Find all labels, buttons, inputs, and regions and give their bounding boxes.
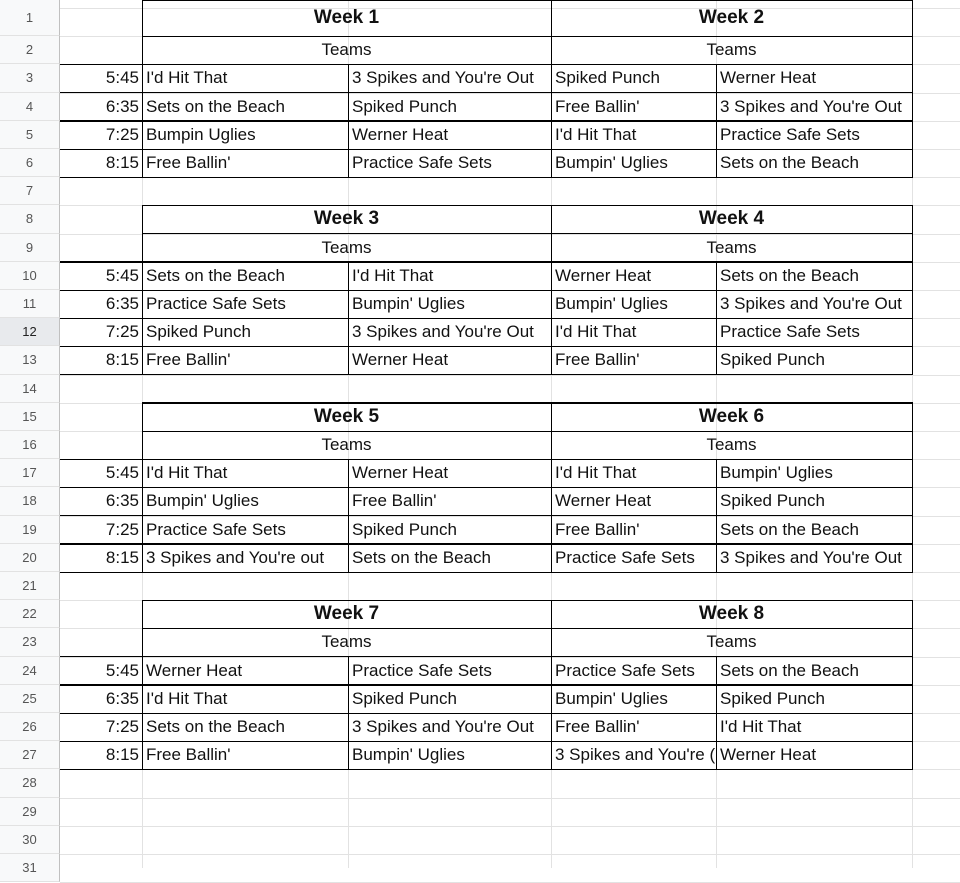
cell-border — [60, 713, 913, 714]
row-header-24[interactable]: 24 — [0, 657, 60, 685]
week-header: Week 5 — [313, 405, 380, 427]
row-header-10[interactable]: 10 — [0, 262, 60, 290]
teams-label: Teams — [706, 435, 757, 455]
team-cell[interactable]: Spiked Punch — [352, 688, 457, 708]
teams-label: Teams — [321, 237, 372, 257]
team-cell[interactable]: Free Ballin' — [146, 350, 231, 370]
team-cell[interactable]: Werner Heat — [146, 660, 243, 680]
team-cell[interactable]: 3 Spikes and You're Out — [352, 322, 534, 342]
team-cell[interactable]: Practice Safe Sets — [555, 547, 695, 567]
time-cell[interactable]: 6:35 — [105, 491, 139, 511]
row-header-28[interactable]: 28 — [0, 769, 60, 797]
team-cell[interactable]: 3 Spikes and You're Out — [720, 547, 902, 567]
team-cell[interactable]: Werner Heat — [555, 265, 652, 285]
row-header-13[interactable]: 13 — [0, 346, 60, 374]
time-cell[interactable]: 7:25 — [105, 519, 139, 539]
team-cell[interactable]: Free Ballin' — [555, 717, 640, 737]
team-cell[interactable]: Free Ballin' — [146, 153, 231, 173]
teams-label: Teams — [706, 632, 757, 652]
time-cell[interactable]: 8:15 — [105, 745, 139, 765]
team-cell[interactable]: Bumpin' Uglies — [555, 688, 668, 708]
cell-border — [60, 656, 913, 657]
team-cell[interactable]: I'd Hit That — [720, 717, 802, 737]
team-cell[interactable]: Sets on the Beach — [146, 96, 285, 116]
team-cell[interactable]: Practice Safe Sets — [720, 124, 860, 144]
row-header-26[interactable]: 26 — [0, 713, 60, 741]
cell-border — [348, 262, 349, 375]
week-header: Week 8 — [698, 603, 765, 625]
cell-border — [60, 120, 913, 121]
week-header: Week 4 — [698, 208, 765, 230]
cell-border — [60, 64, 913, 65]
row-header-18[interactable]: 18 — [0, 487, 60, 515]
team-cell[interactable]: I'd Hit That — [352, 265, 434, 285]
row-header-17[interactable]: 17 — [0, 459, 60, 487]
team-cell[interactable]: Bumpin Uglies — [146, 124, 256, 144]
time-cell[interactable]: 5:45 — [105, 463, 139, 483]
team-cell[interactable]: Practice Safe Sets — [146, 519, 286, 539]
team-cell[interactable]: Sets on the Beach — [146, 717, 285, 737]
cell-border — [142, 600, 143, 769]
row-header-31[interactable]: 31 — [0, 854, 60, 882]
cell-border — [60, 261, 913, 262]
team-cell[interactable]: Werner Heat — [720, 68, 817, 88]
cell-border — [60, 374, 913, 375]
team-cell[interactable]: Spiked Punch — [555, 68, 660, 88]
cell-border — [60, 572, 913, 573]
team-cell[interactable]: Spiked Punch — [146, 322, 251, 342]
time-cell[interactable]: 7:25 — [105, 322, 139, 342]
cell-border — [716, 64, 717, 177]
row-header-15[interactable]: 15 — [0, 403, 60, 431]
team-cell[interactable]: 3 Spikes and You're Out — [352, 68, 534, 88]
team-cell[interactable]: I'd Hit That — [146, 463, 228, 483]
team-cell[interactable]: Bumpin' Uglies — [146, 491, 259, 511]
cell-border — [142, 600, 913, 601]
teams-label: Teams — [321, 40, 372, 60]
time-cell[interactable]: 6:35 — [105, 688, 139, 708]
cell-border — [142, 402, 913, 403]
cell-border — [912, 0, 913, 177]
time-cell[interactable]: 7:25 — [105, 124, 139, 144]
team-cell[interactable]: Practice Safe Sets — [146, 294, 286, 314]
team-cell[interactable]: 3 Spikes and You're Out — [720, 294, 902, 314]
team-cell[interactable]: 3 Spikes and You're Out — [720, 96, 902, 116]
cell-border — [60, 769, 913, 770]
time-cell[interactable]: 8:15 — [105, 547, 139, 567]
team-cell[interactable]: 3 Spikes and You're ( — [555, 745, 716, 765]
team-cell[interactable]: Bumpin' Uglies — [352, 294, 465, 314]
team-cell[interactable]: I'd Hit That — [146, 68, 228, 88]
team-cell[interactable]: Bumpin' Uglies — [555, 153, 668, 173]
team-cell[interactable]: Bumpin' Uglies — [352, 745, 465, 765]
team-cell[interactable]: Practice Safe Sets — [555, 660, 695, 680]
time-cell[interactable]: 8:15 — [105, 153, 139, 173]
cell-border — [912, 205, 913, 374]
team-cell[interactable]: Sets on the Beach — [720, 519, 859, 539]
row-header-2[interactable]: 2 — [0, 36, 60, 64]
row-header-4[interactable]: 4 — [0, 93, 60, 121]
row-header-16[interactable]: 16 — [0, 431, 60, 459]
cell-border — [142, 0, 143, 177]
row-header-30[interactable]: 30 — [0, 826, 60, 854]
cell-border — [142, 205, 143, 374]
week-header: Week 1 — [313, 7, 380, 29]
team-cell[interactable]: Sets on the Beach — [720, 265, 859, 285]
team-cell[interactable]: Werner Heat — [352, 463, 449, 483]
time-cell[interactable]: 5:45 — [105, 68, 139, 88]
row-header-9[interactable]: 9 — [0, 234, 60, 262]
cell-border — [60, 177, 913, 178]
row-header-12[interactable]: 12 — [0, 318, 60, 346]
row-header-27[interactable]: 27 — [0, 741, 60, 769]
cell-border — [348, 459, 349, 572]
time-cell[interactable]: 7:25 — [105, 717, 139, 737]
teams-label: Teams — [321, 435, 372, 455]
team-cell[interactable]: Free Ballin' — [555, 350, 640, 370]
cell-border — [142, 205, 913, 206]
team-cell[interactable]: Practice Safe Sets — [352, 153, 492, 173]
row-header-19[interactable]: 19 — [0, 516, 60, 544]
team-cell[interactable]: Practice Safe Sets — [352, 660, 492, 680]
cell-border — [716, 459, 717, 572]
team-cell[interactable]: I'd Hit That — [146, 688, 228, 708]
row-header-22[interactable]: 22 — [0, 600, 60, 628]
cell-border — [716, 262, 717, 375]
team-cell[interactable]: Spiked Punch — [720, 350, 825, 370]
team-cell[interactable]: Free Ballin' — [555, 519, 640, 539]
cell-border — [60, 149, 913, 150]
team-cell[interactable]: Sets on the Beach — [352, 547, 491, 567]
cell-border — [912, 600, 913, 769]
time-cell[interactable]: 5:45 — [105, 660, 139, 680]
cell-border — [60, 92, 913, 93]
week-header: Week 6 — [698, 405, 765, 427]
cell-border — [142, 628, 913, 629]
row-header-8[interactable]: 8 — [0, 205, 60, 233]
cell-border — [142, 0, 913, 1]
cell-border — [60, 515, 913, 516]
team-cell[interactable]: Spiked Punch — [720, 491, 825, 511]
team-cell[interactable]: Werner Heat — [352, 124, 449, 144]
team-cell[interactable]: Sets on the Beach — [720, 153, 859, 173]
row-header-21[interactable]: 21 — [0, 572, 60, 600]
cell-border — [60, 318, 913, 319]
row-header-6[interactable]: 6 — [0, 149, 60, 177]
cell-border — [60, 487, 913, 488]
cell-border — [60, 543, 913, 544]
cell-border — [551, 0, 552, 177]
team-cell[interactable]: 3 Spikes and You're Out — [352, 717, 534, 737]
cell-border — [142, 403, 143, 572]
time-cell[interactable]: 5:45 — [105, 265, 139, 285]
cell-border — [716, 657, 717, 770]
teams-label: Teams — [321, 632, 372, 652]
cell-border — [348, 64, 349, 177]
time-cell[interactable]: 6:35 — [105, 96, 139, 116]
team-cell[interactable]: Practice Safe Sets — [720, 322, 860, 342]
cell-border — [912, 403, 913, 572]
team-cell[interactable]: Bumpin' Uglies — [555, 294, 668, 314]
team-cell[interactable]: Spiked Punch — [720, 688, 825, 708]
row-header-11[interactable]: 11 — [0, 290, 60, 318]
cell-border — [348, 657, 349, 770]
team-cell[interactable]: Sets on the Beach — [720, 660, 859, 680]
teams-label: Teams — [706, 40, 757, 60]
week-header: Week 3 — [313, 208, 380, 230]
gridline-horizontal — [60, 854, 960, 855]
team-cell[interactable]: 3 Spikes and You're out — [146, 547, 325, 567]
row-header-29[interactable]: 29 — [0, 798, 60, 826]
row-header-7[interactable]: 7 — [0, 177, 60, 205]
cell-border — [551, 403, 552, 572]
row-header-23[interactable]: 23 — [0, 628, 60, 656]
cell-border — [551, 600, 552, 769]
time-cell[interactable]: 6:35 — [105, 294, 139, 314]
team-cell[interactable]: Free Ballin' — [352, 491, 437, 511]
teams-label: Teams — [706, 237, 757, 257]
team-cell[interactable]: Spiked Punch — [352, 96, 457, 116]
row-header-14[interactable]: 14 — [0, 375, 60, 403]
team-cell[interactable]: Spiked Punch — [352, 519, 457, 539]
row-header-3[interactable]: 3 — [0, 64, 60, 92]
row-header-20[interactable]: 20 — [0, 544, 60, 572]
gridline-horizontal — [60, 798, 960, 799]
week-header: Week 2 — [698, 7, 765, 29]
row-header-25[interactable]: 25 — [0, 685, 60, 713]
cell-border — [142, 233, 913, 234]
team-cell[interactable]: Free Ballin' — [555, 96, 640, 116]
time-cell[interactable]: 8:15 — [105, 350, 139, 370]
row-header-5[interactable]: 5 — [0, 121, 60, 149]
cell-border — [60, 290, 913, 291]
team-cell[interactable]: Werner Heat — [720, 745, 817, 765]
week-header: Week 7 — [313, 603, 380, 625]
team-cell[interactable]: Bumpin' Uglies — [720, 463, 833, 483]
cell-border — [60, 459, 913, 460]
team-cell[interactable]: I'd Hit That — [555, 322, 637, 342]
cell-border — [551, 205, 552, 374]
team-cell[interactable]: Werner Heat — [555, 491, 652, 511]
gridline-horizontal — [60, 826, 960, 827]
cell-border — [142, 431, 913, 432]
team-cell[interactable]: I'd Hit That — [555, 463, 637, 483]
team-cell[interactable]: Free Ballin' — [146, 745, 231, 765]
cell-border — [60, 684, 913, 685]
cell-border — [142, 36, 913, 37]
team-cell[interactable]: Werner Heat — [352, 350, 449, 370]
team-cell[interactable]: Sets on the Beach — [146, 265, 285, 285]
cell-border — [60, 741, 913, 742]
team-cell[interactable]: I'd Hit That — [555, 124, 637, 144]
row-header-1[interactable]: 1 — [0, 0, 60, 36]
cell-border — [60, 346, 913, 347]
